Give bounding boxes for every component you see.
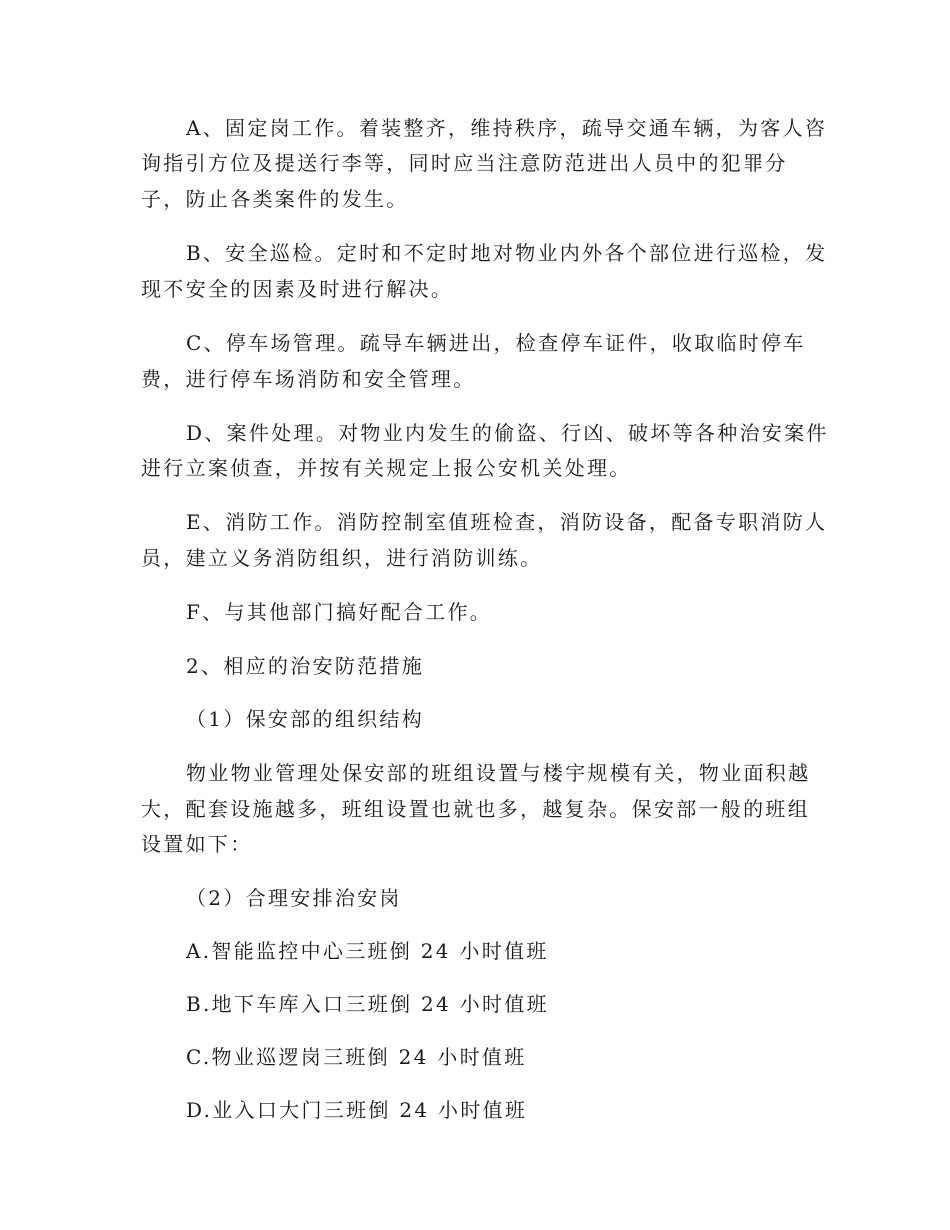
paragraph-c-line-2: 费，进行停车场消防和安全管理。: [141, 367, 476, 391]
list-item-a: A.智能监控中心三班倒 24 小时值班: [186, 939, 549, 963]
paragraph-d-line-1: D、案件处理。对物业内发生的偷盗、行凶、破坏等各种治安案件: [186, 421, 829, 445]
paragraph-e-line-1: E、消防工作。消防控制室值班检查，消防设备，配备专职消防人: [186, 510, 828, 534]
paragraph-a-line-2: 询指引方位及提送行李等，同时应当注意防范进出人员中的犯罪分: [141, 151, 788, 175]
paragraph-e-line-2: 员，建立义务消防组织，进行消防训练。: [141, 546, 543, 570]
paragraph-b-line-2: 现不安全的因素及时进行解决。: [141, 277, 454, 301]
paragraph-d-line-2: 进行立案侦查，并按有关规定上报公安机关处理。: [141, 456, 632, 480]
subheading-2: （2）合理安排治安岗: [186, 886, 402, 910]
organization-paragraph-line-2: 大，配套设施越多，班组设置也就也多，越复杂。保安部一般的班组: [141, 797, 810, 821]
list-item-d: D.业入口大门三班倒 24 小时值班: [186, 1098, 528, 1122]
section-heading-2: 2、相应的治安防范措施: [186, 654, 425, 678]
organization-paragraph-line-1: 物业物业管理处保安部的班组设置与楼宇规模有关，物业面积越: [186, 761, 811, 785]
subheading-1: （1）保安部的组织结构: [186, 707, 425, 731]
organization-paragraph-line-3: 设置如下：: [141, 832, 253, 856]
list-item-c: C.物业巡逻岗三班倒 24 小时值班: [186, 1045, 527, 1069]
paragraph-f: F、与其他部门搞好配合工作。: [186, 600, 493, 624]
list-item-b: B.地下车库入口三班倒 24 小时值班: [186, 992, 549, 1016]
paragraph-c-line-1: C、停车场管理。疏导车辆进出，检查停车证件，收取临时停车: [186, 331, 806, 355]
paragraph-b-line-1: B、安全巡检。定时和不定时地对物业内外各个部位进行巡检，发: [186, 241, 828, 265]
paragraph-a-line-3: 子，防止各类案件的发生。: [141, 187, 409, 211]
paragraph-a-line-1: A、固定岗工作。着装整齐，维持秩序，疏导交通车辆，为客人咨: [186, 116, 828, 140]
